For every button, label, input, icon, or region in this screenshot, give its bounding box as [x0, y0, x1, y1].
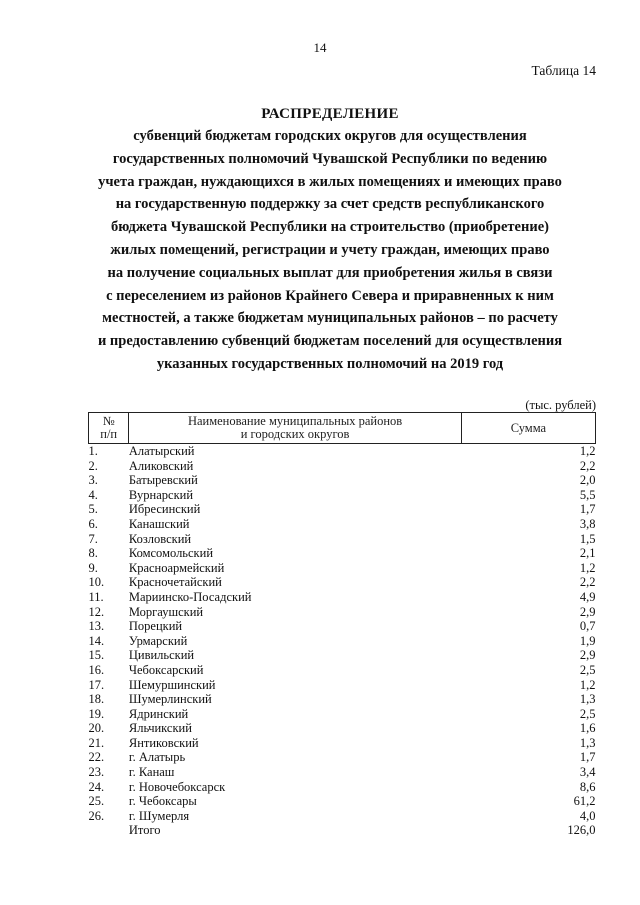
title-heading: РАСПРЕДЕЛЕНИЕ: [261, 106, 399, 122]
row-sum: 2,2: [579, 575, 596, 590]
row-number: 10.: [88, 575, 105, 590]
row-number: 19.: [88, 706, 105, 721]
row-sum: 1,3: [579, 735, 596, 750]
table-row: [89, 678, 596, 693]
row-sum: 2,0: [579, 473, 596, 488]
row-number: 12.: [88, 604, 105, 619]
page-number: 14: [313, 40, 327, 55]
table-total-row: [89, 823, 596, 838]
row-number: 3.: [88, 473, 98, 488]
row-sum: 1,5: [579, 531, 596, 546]
table-row: [89, 590, 596, 605]
row-number: 5.: [88, 502, 98, 517]
row-number: 24.: [88, 779, 105, 794]
title-line: на получение социальных выплат для приобретения жилья в связи: [107, 264, 553, 281]
table-header-row: [89, 413, 596, 444]
table-row: [89, 780, 596, 795]
title-line: местностей, а также бюджетам муниципальных районов – по расчету: [102, 310, 558, 327]
row-sum: 2,9: [579, 604, 596, 619]
table-row: [89, 765, 596, 780]
row-number: 6.: [88, 516, 98, 531]
row-number: 25.: [88, 794, 105, 809]
document-title: [60, 103, 600, 376]
table-label: Таблица 14: [531, 63, 596, 78]
row-name: Батыревский: [128, 473, 198, 488]
row-number: 4.: [88, 487, 98, 502]
title-line: бюджета Чувашской Республики на строительство (приобретение): [111, 219, 549, 236]
row-name: Вурнарский: [128, 487, 194, 502]
table-row: [89, 575, 596, 590]
table-row: [89, 459, 596, 474]
table-row: [89, 488, 596, 503]
row-sum: 1,3: [579, 692, 596, 707]
row-name: г. Алатырь: [128, 750, 186, 765]
header-name: [129, 413, 461, 444]
title-line: учета граждан, нуждающихся в жилых помещениях и имеющих право: [98, 173, 562, 190]
row-sum: 1,2: [579, 677, 596, 692]
row-name: Комсомольский: [128, 546, 214, 561]
row-name: Цивильский: [128, 648, 195, 663]
row-number: 13.: [88, 619, 105, 634]
table-row: [89, 502, 596, 517]
row-sum: 2,2: [579, 458, 596, 473]
row-sum: 3,8: [579, 516, 596, 531]
row-number: 7.: [88, 531, 98, 546]
row-name: Красночетайский: [128, 575, 222, 590]
table-row: [89, 546, 596, 561]
row-sum: 2,5: [579, 706, 596, 721]
title-line: с переселением из районов Крайнего Севера и приравненных к ним: [106, 287, 554, 304]
table-row: [89, 517, 596, 532]
row-name: г. Чебоксары: [128, 794, 197, 809]
row-number: 17.: [88, 677, 105, 692]
table-row: [89, 736, 596, 751]
table-row: [89, 721, 596, 736]
row-name: Ядринский: [128, 706, 189, 721]
table-row: [89, 532, 596, 547]
row-sum: 2,1: [579, 546, 596, 561]
units-label: (тыс. рублей): [525, 398, 596, 412]
row-number: 1.: [88, 444, 98, 458]
row-number: 16.: [88, 662, 105, 677]
row-name: г. Шумерля: [128, 808, 190, 823]
table-row: [89, 634, 596, 649]
row-sum: 0,7: [579, 619, 596, 634]
title-line: указанных государственных полномочий на 2019 год: [156, 355, 504, 372]
row-sum: 5,5: [579, 487, 596, 502]
row-name: Яльчикский: [128, 721, 192, 736]
header-name-line2: и городских округов: [240, 427, 350, 441]
row-sum: 2,9: [579, 648, 596, 663]
row-number: 2.: [88, 458, 98, 473]
row-name: Аликовский: [128, 458, 194, 473]
row-name: Алатырский: [128, 444, 195, 458]
row-name: Козловский: [128, 531, 192, 546]
table-row: [89, 473, 596, 488]
row-name: Янтиковский: [128, 735, 199, 750]
row-sum: 1,6: [579, 721, 596, 736]
header-sum: Сумма: [461, 413, 595, 444]
row-sum: 3,4: [579, 765, 596, 780]
title-line: субвенций бюджетам городских округов для осуществления: [133, 128, 527, 144]
table-row: [89, 561, 596, 576]
row-number: 18.: [88, 692, 105, 707]
row-name: Ибресинский: [128, 502, 201, 517]
total-sum: 126,0: [567, 823, 596, 838]
row-sum: 61,2: [573, 794, 596, 809]
row-name: г. Канаш: [128, 765, 175, 780]
row-number: 11.: [88, 589, 104, 604]
table-row: [89, 809, 596, 824]
row-number: 26.: [88, 808, 105, 823]
table-row: [89, 707, 596, 722]
row-sum: 1,2: [579, 444, 596, 458]
row-number: 15.: [88, 648, 105, 663]
row-name: Чебоксарский: [128, 662, 204, 677]
row-sum: 4,0: [579, 808, 596, 823]
table-row: [89, 750, 596, 765]
total-number: [89, 823, 129, 838]
row-name: Моргаушский: [128, 604, 204, 619]
row-name: г. Новочебоксарск: [128, 779, 226, 794]
row-sum: 8,6: [579, 779, 596, 794]
row-number: 9.: [88, 560, 98, 575]
table-row: [89, 663, 596, 678]
table-row: [89, 444, 596, 459]
row-number: 23.: [88, 765, 105, 780]
table-row: [89, 619, 596, 634]
row-name: Канашский: [128, 516, 190, 531]
title-line: жилых помещений, регистрации и учету граждан, имеющих право: [110, 241, 550, 258]
total-label: Итого: [128, 823, 161, 838]
row-sum: 1,9: [579, 633, 596, 648]
row-number: 14.: [88, 633, 105, 648]
table-row: [89, 794, 596, 809]
header-name-line1: Наименование муниципальных районов: [187, 414, 403, 428]
row-number: 22.: [88, 750, 105, 765]
row-name: Порецкий: [128, 619, 183, 634]
row-sum: 2,5: [579, 662, 596, 677]
title-line: государственных полномочий Чувашской Республики по ведению: [112, 150, 548, 167]
header-number-symbol: №: [102, 414, 115, 428]
header-number-abbr: п/п: [100, 427, 118, 441]
table-body: [89, 444, 596, 839]
distribution-table: [88, 412, 596, 838]
row-name: Шемуршинский: [128, 677, 216, 692]
row-name: Красноармейский: [128, 560, 225, 575]
table-row: [89, 692, 596, 707]
table-row: [89, 648, 596, 663]
table-row: [89, 605, 596, 620]
row-number: 21.: [88, 735, 105, 750]
row-sum: 1,7: [579, 502, 596, 517]
row-sum: 1,2: [579, 560, 596, 575]
row-number: 8.: [88, 546, 98, 561]
row-name: Урмарский: [128, 633, 188, 648]
row-name: Мариинско-Посадский: [128, 589, 252, 604]
row-number: 20.: [88, 721, 105, 736]
header-number: [89, 413, 129, 444]
row-name: Шумерлинский: [128, 692, 212, 707]
row-sum: 1,7: [579, 750, 596, 765]
title-line: на государственную поддержку за счет средств республиканского: [115, 196, 545, 213]
title-line: и предоставлению субвенций бюджетам поселений для осуществления: [97, 333, 563, 350]
row-sum: 4,9: [579, 589, 596, 604]
